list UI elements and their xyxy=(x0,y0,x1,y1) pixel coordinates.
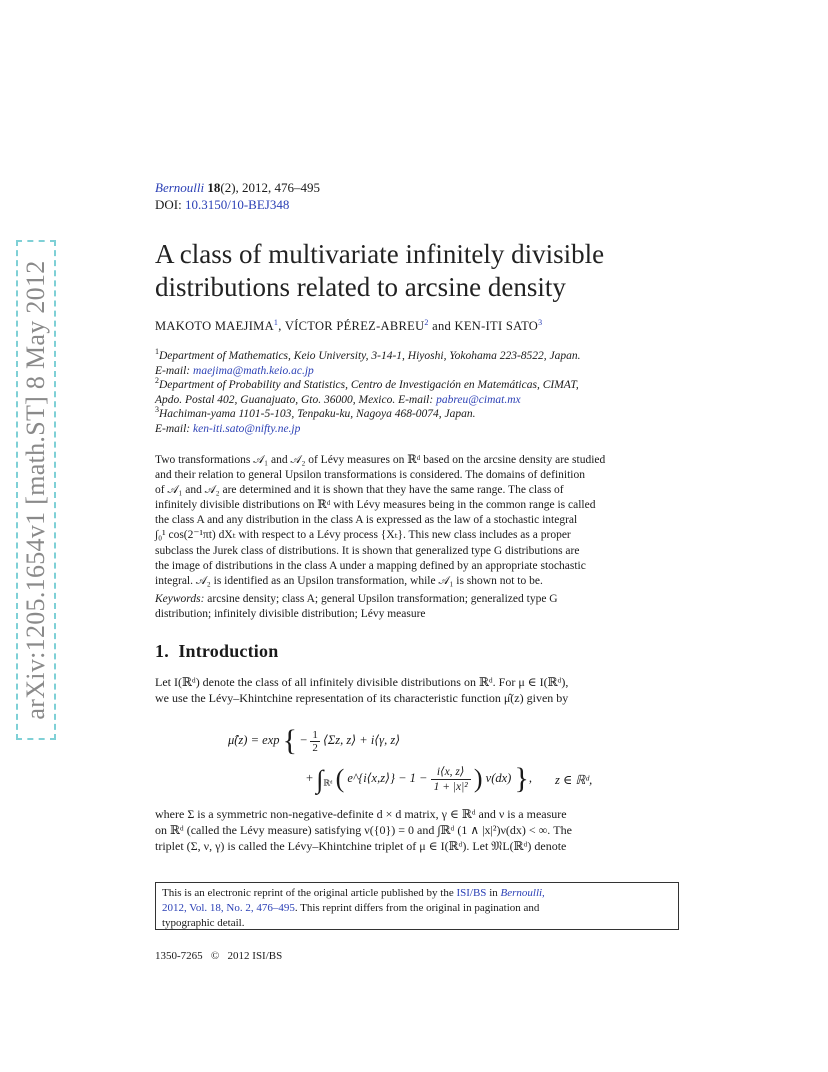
reprint-notice xyxy=(155,882,679,930)
doi-line xyxy=(155,197,289,213)
author-3: KEN-ITI SATO xyxy=(454,319,539,334)
keywords-label: Keywords: xyxy=(155,593,205,605)
left-paren: ( xyxy=(335,764,345,793)
section-heading xyxy=(155,641,278,662)
affiliation-3-text: Hachiman-yama 1101-5-103, Tenpaku-ku, Nagoya 468-0074, Japan. xyxy=(159,407,476,420)
abstract-line: ∫₀¹ cos(2⁻¹πt) dXₜ with respect to a Lévy process {Xₜ}. This new class includes as a proper xyxy=(155,529,571,542)
affiliation-3 xyxy=(155,403,685,436)
body-line: triplet (Σ, ν, γ) is called the Lévy–Khintchine triplet of μ ∈ I(ℝᵈ). Let 𝔐L(ℝᵈ) denote xyxy=(155,839,567,853)
abstract xyxy=(155,453,672,589)
keywords-line-1: arcsine density; class A; general Upsilon transformation; generalized type G xyxy=(204,593,558,605)
email-link-3[interactable]: ken-iti.sato@nifty.ne.jp xyxy=(193,422,301,435)
affiliation-1-email-label: E-mail: xyxy=(155,364,194,377)
doi-link[interactable]: 10.3150/10-BEJ348 xyxy=(184,197,290,212)
fraction-half xyxy=(310,729,320,754)
reprint-text-2: in xyxy=(486,887,501,899)
body-line: where Σ is a symmetric non-negative-definite d × d matrix, γ ∈ ℝᵈ and ν is a measure xyxy=(155,807,567,821)
copyright-symbol: © xyxy=(210,950,220,962)
affiliation-2-text: Department of Probability and Statistics, Centro de Investigación en Matemáticas, CIMAT, xyxy=(159,378,579,391)
affiliation-1-sup: 1 xyxy=(155,347,159,356)
keywords-line-2: distribution; infinitely divisible distribution; Lévy measure xyxy=(155,608,426,620)
reprint-text-1: This is an electronic reprint of the original article published by the xyxy=(162,887,457,899)
section-title: Introduction xyxy=(178,641,279,661)
formula-lhs: μ̂(z) = exp xyxy=(228,733,280,747)
journal-link[interactable]: Bernoulli xyxy=(155,180,205,195)
affiliation-2-address: Apdo. Postal 402, Guanajuato, Gto. 36000, Mexico. E-mail: xyxy=(155,393,437,406)
affiliation-1-text: Department of Mathematics, Keio University, 3-14-1, Hiyoshi, Yokohama 223-8522, Japan. xyxy=(159,349,581,362)
affiliation-3-email-label: E-mail: xyxy=(155,422,194,435)
intro-paragraph xyxy=(155,674,672,706)
formula-plus: + xyxy=(306,771,314,785)
copyright-holder: 2012 ISI/BS xyxy=(227,950,283,962)
fraction-kernel xyxy=(431,765,471,794)
body-line: on ℝᵈ (called the Lévy measure) satisfying ν({0}) = 0 and ∫ℝᵈ (1 ∧ |x|²)ν(dx) < ∞. The xyxy=(155,823,572,837)
intro-line: Let I(ℝᵈ) denote the class of all infinitely divisible distributions on ℝᵈ. For μ ∈ I(ℝᵈ), xyxy=(155,675,569,689)
formula-exp-term: e^{i⟨x,z⟩} − 1 − xyxy=(347,771,428,785)
formula-domain: z ∈ ℝᵈ, xyxy=(555,773,593,787)
affiliation-3-sup: 3 xyxy=(155,405,159,414)
journal-citation xyxy=(155,180,320,196)
right-paren: ) xyxy=(473,764,483,793)
title-line-2: distributions related to arcsine density xyxy=(155,272,566,302)
right-brace: } xyxy=(514,762,529,795)
left-brace: { xyxy=(282,724,298,757)
fraction-half-den: 2 xyxy=(312,741,318,754)
title-line-1: A class of multivariate infinitely divisible xyxy=(155,239,605,269)
arxiv-stamp: arXiv:1205.1654v1 [math.ST] 8 May 2012 xyxy=(21,260,50,720)
fraction-kernel-den: 1 + |x|² xyxy=(431,779,471,794)
journal-volume: 18 xyxy=(207,180,221,195)
doi-label: DOI: xyxy=(155,197,185,212)
abstract-line: integral. 𝒜₂ is identified as an Upsilon transformation, while 𝒜₁ is shown not to be. xyxy=(155,574,543,587)
email-link-1[interactable]: maejima@math.keio.ac.jp xyxy=(193,364,314,377)
integral-sign: ∫ xyxy=(316,765,324,794)
author-2: VÍCTOR PÉREZ-ABREU xyxy=(284,319,425,334)
affiliation-2-sup: 2 xyxy=(155,376,159,385)
formula-line-1 xyxy=(228,724,400,758)
author-1-sup[interactable]: 1 xyxy=(273,318,279,327)
issn: 1350-7265 xyxy=(155,950,203,962)
author-list: MAKOTO MAEJIMA$^1$, VÍCTOR PÉREZ-ABREU$^2$ and KEN-ITI SATO$^3$ xyxy=(155,318,543,334)
section-number: 1. xyxy=(155,641,169,661)
paper-title xyxy=(155,238,715,304)
abstract-line: of 𝒜₁ and 𝒜₂ are determined and it is shown that they have the same range. The class of xyxy=(155,484,564,497)
formula-measure: ν(dx) xyxy=(485,771,512,785)
abstract-line: infinitely divisible distributions on ℝᵈ with Lévy measures being in the common range is called xyxy=(155,499,596,512)
email-link-2[interactable]: pabreu@cimat.mx xyxy=(436,393,521,406)
issn-footer xyxy=(155,950,282,962)
abstract-line: subclass the Jurek class of distributions. It is shown that generalized type G distributions are xyxy=(155,544,580,557)
author-3-sup[interactable]: 3 xyxy=(538,318,543,327)
abstract-line: and their relation to general Upsilon transformations is considered. The domains of definition xyxy=(155,469,585,482)
keywords xyxy=(155,592,672,622)
fraction-kernel-num: i⟨x, z⟩ xyxy=(436,765,465,778)
intro-line: we use the Lévy–Khintchine representation of its characteristic function μ̂(z) given by xyxy=(155,691,569,705)
isibs-link[interactable]: ISI/BS xyxy=(456,887,487,899)
author-2-sup[interactable]: 2 xyxy=(424,318,429,327)
author-1: MAKOTO MAEJIMA xyxy=(155,319,274,334)
author-and: and xyxy=(428,319,455,334)
abstract-line: the image of distributions in the class A under a mapping defined by an appropriate stochastic xyxy=(155,559,586,572)
abstract-line: Two transformations 𝒜₁ and 𝒜₂ of Lévy measures on ℝᵈ based on the arcsine density are studied xyxy=(155,454,606,466)
bernoulli-link[interactable]: Bernoulli, xyxy=(500,887,545,899)
journal-issue: (2), 2012, 476–495 xyxy=(220,180,321,195)
formula-tail-1: ⟨Σz, z⟩ + i⟨γ, z⟩ xyxy=(322,733,401,747)
citation-link[interactable]: 2012, Vol. 18, No. 2, 476–495 xyxy=(162,902,295,914)
abstract-line: the class A and any distribution in the class A is expressed as the law of a stochastic integral xyxy=(155,514,578,527)
body-paragraph xyxy=(155,806,672,854)
fraction-half-num: 1 xyxy=(312,728,318,741)
reprint-text-4: typographic detail. xyxy=(162,917,245,929)
reprint-text-3: . This reprint differs from the original in pagination and xyxy=(294,902,540,914)
formula-line-2: + $\int_{ℝᵈ}$ ( e^{i⟨x,z⟩} − 1 − $\frac{i⟨x, z⟩}{\text{1 + |x|²}}$ ) ν(dx) }, xyxy=(306,762,532,795)
integral-domain: ℝᵈ xyxy=(323,778,333,788)
formula-minus: − xyxy=(300,733,308,747)
